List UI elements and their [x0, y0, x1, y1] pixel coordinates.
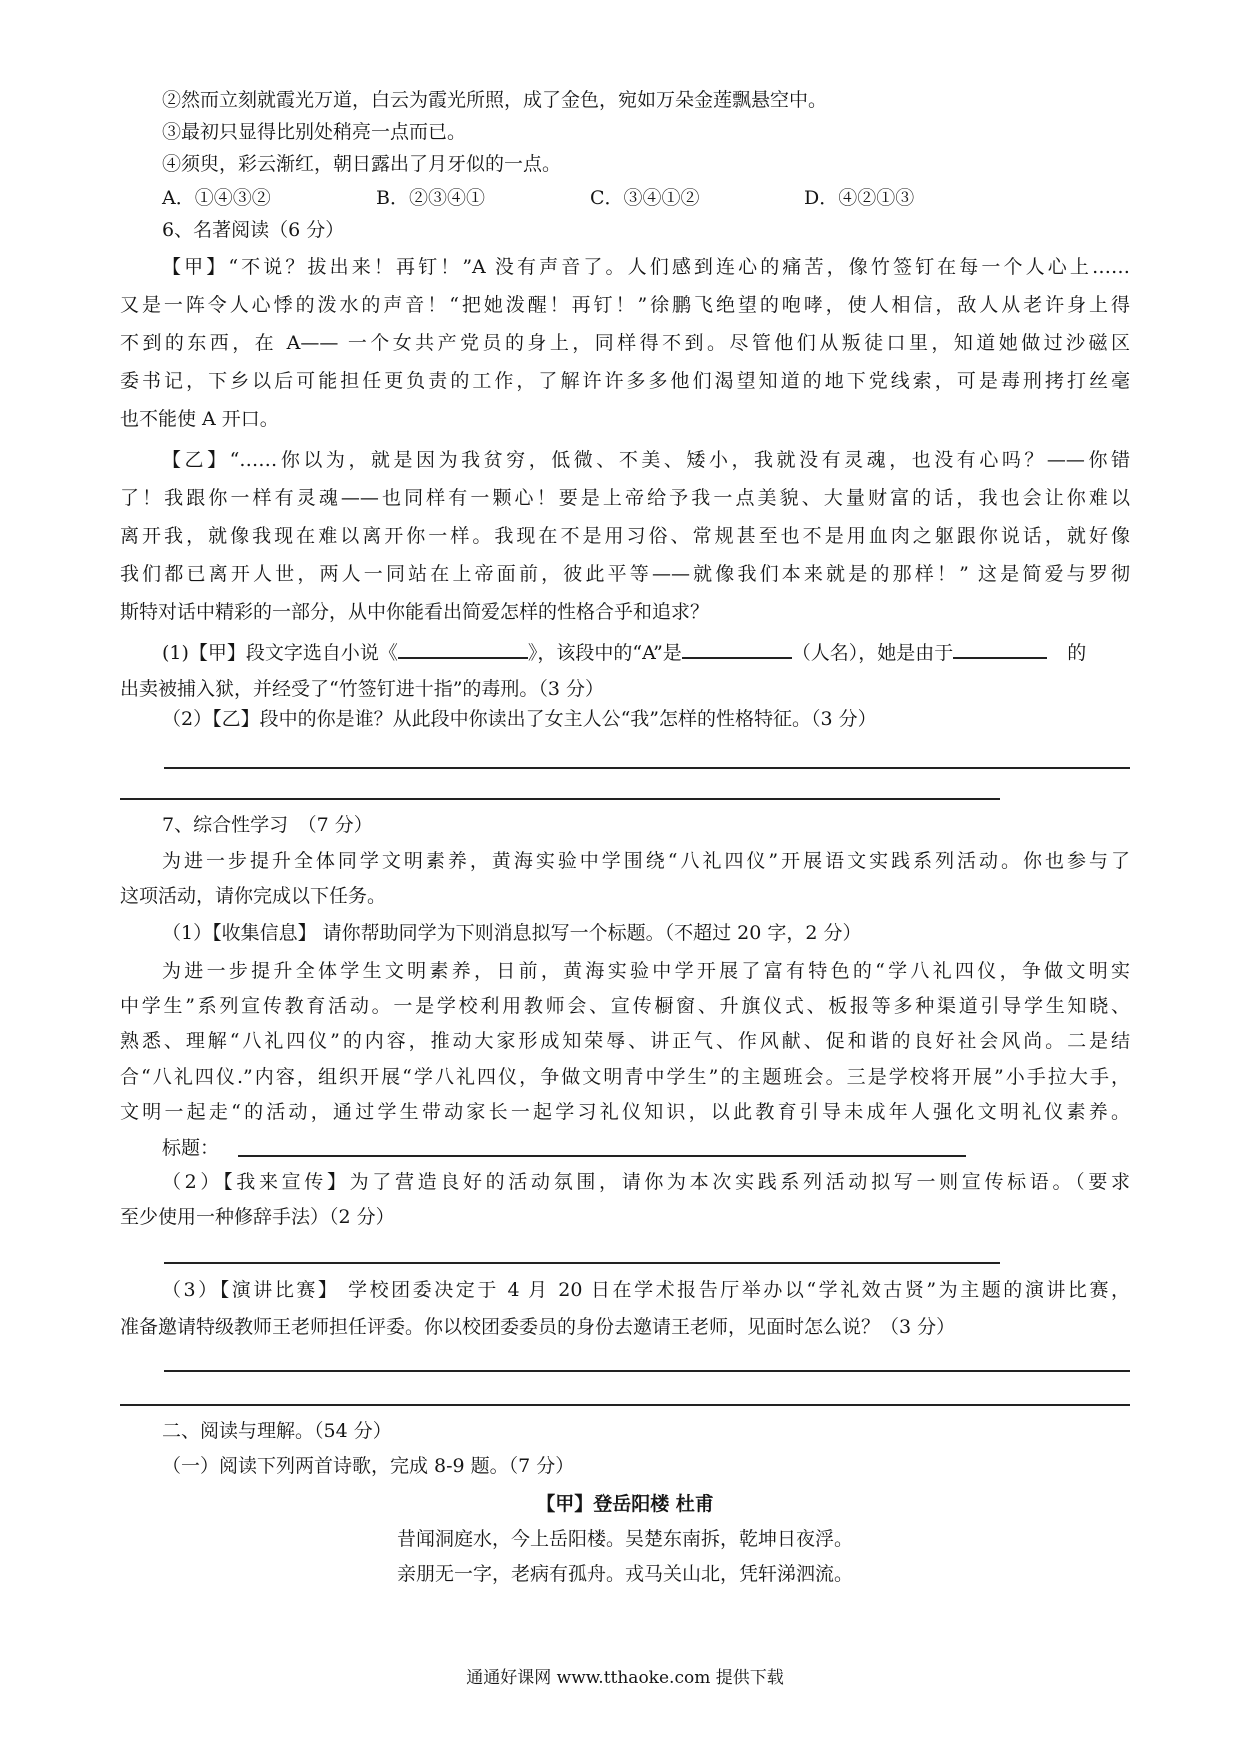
q5-options	[162, 182, 1130, 214]
section-2-1-heading: （一）阅读下列两首诗歌，完成 8-9 题。（7 分）	[162, 1455, 575, 1477]
q6-2-answer-line-1[interactable]	[164, 767, 1130, 769]
yi-line-1: 【乙】“……你以为，就是因为我贫穷，低微、不美、矮小，我就没有灵魂，也没有心吗？——你错	[162, 449, 1130, 471]
sentence-2: ②然而立刻就霞光万道，白云为霞光所照，成了金色，宛如万朵金莲飘悬空中。	[162, 89, 828, 111]
news-line-3: 熟悉、理解“八礼四仪”的内容，推动大家形成知荣辱、讲正气、作风献、促和谐的良好社会风尚。二是结	[120, 1030, 1130, 1052]
q6-2-question: （2）【乙】段中的你是谁？从此段中你读出了女主人公“我”怎样的性格特征。（3 分）	[162, 708, 877, 730]
option-d[interactable]: D．④②①③	[804, 187, 915, 209]
option-c[interactable]: C．③④①②	[590, 187, 700, 209]
sentence-4: ④须臾，彩云渐红，朝日露出了月牙似的一点。	[162, 153, 562, 175]
q6-1-line-2: 出卖被捕入狱，并经受了“竹签钉进十指”的毒刑。（3 分）	[120, 678, 605, 700]
news-line-2: 中学生”系列宣传教育活动。一是学校利用教师会、宣传橱窗、升旗仪式、板报等多种渠道引导学生知晓、	[120, 995, 1130, 1017]
jia-line-1: 【甲】“不说？拔出来！再钉！”A 没有声音了。人们感到连心的痛苦，像竹签钉在每一个人心上……	[162, 256, 1130, 278]
traitor-blank[interactable]	[953, 635, 1047, 659]
q6-1-text-b: 》，该段中的“A”是	[527, 642, 682, 664]
jia-line-2: 又是一阵令人心悸的泼水的声音！“把她泼醒！再钉！”徐鹏飞绝望的咆哮，使人相信，敌人从老许身上得	[120, 294, 1130, 316]
q6-1-text-d: 的	[1067, 642, 1087, 664]
q7-intro-line-2: 这项活动，请你完成以下任务。	[120, 885, 387, 907]
q6-1-line-1	[162, 635, 1130, 667]
yi-line-2: 了！我跟你一样有灵魂——也同样有一颗心！要是上帝给予我一点美貌、大量财富的话，我也会让你难以	[120, 487, 1130, 509]
q6-title: 6、名著阅读（6 分）	[162, 219, 345, 241]
news-line-5: 文明一起走“的活动，通过学生带动家长一起学习礼仪知识，以此教育引导未成年人强化文明礼仪素养。	[120, 1101, 1130, 1123]
title-answer-line[interactable]	[238, 1155, 966, 1157]
q7-title: 7、综合性学习 （7 分）	[162, 814, 373, 836]
option-a[interactable]: A．①④③②	[162, 187, 271, 209]
yi-line-4: 我们都已离开人世，两人一同站在上帝面前，彼此平等——就像我们本来就是的那样！” 这是简爱与罗彻	[120, 563, 1130, 585]
invitation-answer-line-2[interactable]	[120, 1404, 1130, 1406]
title-label: 标题：	[162, 1137, 220, 1159]
poem-line-2: 亲朋无一字，老病有孤舟。戎马关山北，凭轩涕泗流。	[396, 1563, 853, 1585]
q6-1-text-c: （人名），她是由于	[791, 642, 954, 664]
news-line-4: 合“八礼四仪.”内容，组织开展“学八礼四仪，争做文明青中学生”的主题班会。三是学校将开展”小手拉大手，	[120, 1066, 1130, 1088]
jia-line-4: 委书记，下乡以后可能担任更负责的工作，了解许许多多他们渴望知道的地下党线索，可是毒刑拷打丝毫	[120, 370, 1130, 392]
jia-line-5: 也不能使 A 开口。	[120, 408, 279, 430]
slogan-answer-line[interactable]	[164, 1262, 1000, 1264]
q6-1-text-a: (1)【甲】段文字选自小说《	[162, 642, 398, 664]
poem-line-1: 昔闻洞庭水，今上岳阳楼。吴楚东南拆，乾坤日夜浮。	[396, 1528, 853, 1550]
poem-title: 【甲】登岳阳楼 杜甫	[536, 1493, 714, 1515]
yi-line-3: 离开我，就像我现在难以离开你一样。我现在不是用习俗、常规甚至也不是用血肉之躯跟你说话，就好像	[120, 525, 1130, 547]
q7-2-question-line-1: （2）【我来宣传】为了营造良好的活动氛围，请你为本次实践系列活动拟写一则宣传标语。（要求	[162, 1171, 1130, 1193]
option-b[interactable]: B．②③④①	[376, 187, 485, 209]
q7-2-question-line-2: 至少使用一种修辞手法）（2 分）	[120, 1206, 395, 1228]
q7-3-question-line-2: 准备邀请特级教师王老师担任评委。你以校团委委员的身份去邀请王老师，见面时怎么说？（3 分）	[120, 1316, 956, 1338]
yi-line-5: 斯特对话中精彩的一部分，从中你能看出简爱怎样的性格合乎和追求？	[120, 601, 710, 623]
news-line-1: 为进一步提升全体学生文明素养，日前，黄海实验中学开展了富有特色的“学八礼四仪，争做文明实	[162, 960, 1130, 982]
sentence-3: ③最初只显得比别处稍亮一点而已。	[162, 121, 467, 143]
q7-3-question-line-1: （3）【演讲比赛】 学校团委决定于 4 月 20 日在学术报告厅举办以“学礼效古贤”为主题的演讲比赛，	[162, 1279, 1130, 1301]
q6-2-answer-line-2[interactable]	[120, 798, 1000, 800]
novel-title-blank[interactable]	[398, 635, 528, 659]
section-2-heading: 二、阅读与理解。（54 分）	[162, 1420, 392, 1442]
invitation-answer-line-1[interactable]	[164, 1370, 1130, 1372]
q7-1-question: （1）【收集信息】 请你帮助同学为下则消息拟写一个标题。（不超过 20 字，2 分）	[162, 922, 862, 944]
q7-intro-line-1: 为进一步提升全体同学文明素养，黄海实验中学围绕“八礼四仪”开展语文实践系列活动。你也参与了	[162, 850, 1130, 872]
person-name-blank[interactable]	[682, 635, 792, 659]
jia-line-3: 不到的东西，在 A—— 一个女共产党员的身上，同样得不到。尽管他们从叛徒口里，知道她做过沙磁区	[120, 332, 1130, 354]
page-footer: 通通好课网 www.tthaoke.com 提供下载	[466, 1668, 784, 1688]
